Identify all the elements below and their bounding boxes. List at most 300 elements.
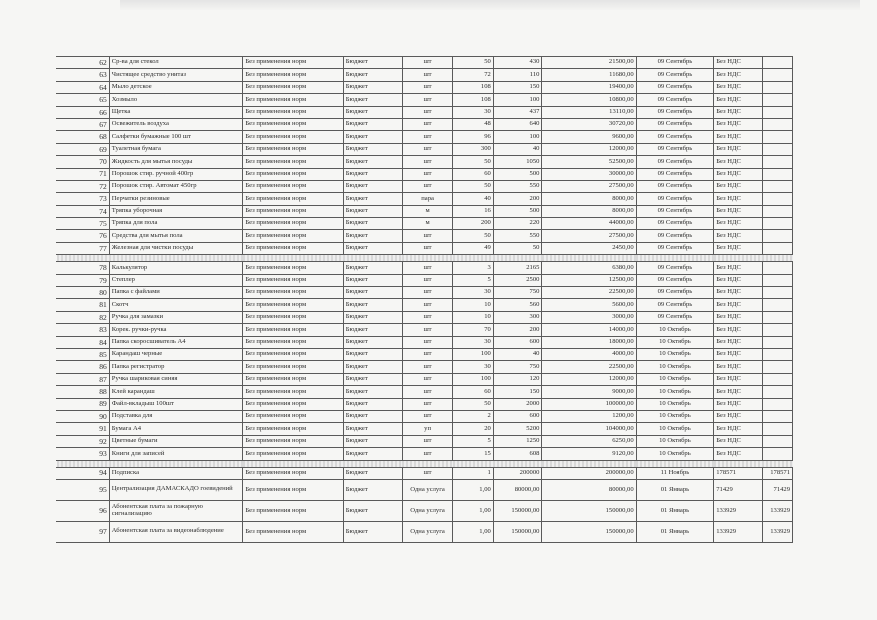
price-cell: 220	[493, 218, 542, 230]
section-divider	[57, 255, 793, 262]
unit-cell: шт	[402, 69, 453, 81]
item-name: Карандаш черные	[109, 348, 243, 360]
norm-cell: Без применения норм	[243, 299, 343, 311]
item-name: Порошок стир. ручной 400гр	[109, 168, 243, 180]
sum-cell: 2450,00	[542, 242, 636, 254]
unit-cell: пара	[402, 193, 453, 205]
date-cell: 09 Сентябрь	[636, 180, 714, 192]
norm-cell: Без применения норм	[243, 324, 343, 336]
price-cell: 500	[493, 168, 542, 180]
vat-cell: Без НДС	[714, 143, 763, 155]
section-divider	[57, 460, 793, 467]
source-cell: Бюджет	[343, 156, 402, 168]
row-number: 97	[57, 521, 110, 542]
sum-cell: 9120,00	[542, 448, 636, 460]
source-cell: Бюджет	[343, 479, 402, 500]
date-cell: 01 Январь	[636, 500, 714, 521]
table-row	[57, 398, 793, 410]
price-cell: 600	[493, 336, 542, 348]
table-row	[57, 348, 793, 360]
extra-cell	[762, 193, 792, 205]
quantity-cell: 108	[453, 81, 493, 93]
price-cell: 150000,00	[493, 521, 542, 542]
unit-cell: шт	[402, 435, 453, 447]
item-name: Железная для чистки посуды	[109, 242, 243, 254]
row-number: 74	[57, 205, 110, 217]
row-number: 73	[57, 193, 110, 205]
extra-cell	[762, 311, 792, 323]
norm-cell: Без применения норм	[243, 143, 343, 155]
quantity-cell: 10	[453, 299, 493, 311]
vat-cell: Без НДС	[714, 131, 763, 143]
quantity-cell: 60	[453, 168, 493, 180]
extra-cell: 71429	[762, 479, 792, 500]
sum-cell: 1200,00	[542, 410, 636, 422]
quantity-cell: 30	[453, 336, 493, 348]
extra-cell	[762, 423, 792, 435]
quantity-cell: 30	[453, 106, 493, 118]
vat-cell: Без НДС	[714, 348, 763, 360]
price-cell: 150	[493, 81, 542, 93]
date-cell: 10 Октябрь	[636, 336, 714, 348]
quantity-cell: 50	[453, 180, 493, 192]
source-cell: Бюджет	[343, 435, 402, 447]
norm-cell: Без применения норм	[243, 205, 343, 217]
unit-cell: шт	[402, 156, 453, 168]
item-name: Цветные бумаги	[109, 435, 243, 447]
sum-cell: 6380,00	[542, 262, 636, 274]
unit-cell: шт	[402, 386, 453, 398]
row-number: 63	[57, 69, 110, 81]
source-cell: Бюджет	[343, 81, 402, 93]
norm-cell: Без применения норм	[243, 274, 343, 286]
table-row	[57, 521, 793, 542]
quantity-cell: 50	[453, 230, 493, 242]
price-cell: 40	[493, 143, 542, 155]
table-row	[57, 448, 793, 460]
unit-cell: шт	[402, 168, 453, 180]
unit-cell: уп	[402, 423, 453, 435]
quantity-cell: 2	[453, 410, 493, 422]
row-number: 81	[57, 299, 110, 311]
norm-cell: Без применения норм	[243, 218, 343, 230]
unit-cell: м	[402, 205, 453, 217]
norm-cell: Без применения норм	[243, 398, 343, 410]
date-cell: 09 Сентябрь	[636, 69, 714, 81]
row-number: 68	[57, 131, 110, 143]
sum-cell: 11680,00	[542, 69, 636, 81]
row-number: 89	[57, 398, 110, 410]
source-cell: Бюджет	[343, 180, 402, 192]
source-cell: Бюджет	[343, 398, 402, 410]
price-cell: 750	[493, 287, 542, 299]
norm-cell: Без применения норм	[243, 57, 343, 69]
table-row	[57, 242, 793, 254]
extra-cell	[762, 410, 792, 422]
norm-cell: Без применения норм	[243, 348, 343, 360]
row-number: 66	[57, 106, 110, 118]
extra-cell	[762, 69, 792, 81]
item-name: Подписка	[109, 467, 243, 479]
date-cell: 09 Сентябрь	[636, 57, 714, 69]
price-cell: 40	[493, 348, 542, 360]
extra-cell	[762, 131, 792, 143]
sum-cell: 52500,00	[542, 156, 636, 168]
source-cell: Бюджет	[343, 448, 402, 460]
price-cell: 750	[493, 361, 542, 373]
table-row	[57, 274, 793, 286]
price-cell: 50	[493, 242, 542, 254]
norm-cell: Без применения норм	[243, 180, 343, 192]
item-name: Средства для мытья пола	[109, 230, 243, 242]
extra-cell	[762, 242, 792, 254]
quantity-cell: 96	[453, 131, 493, 143]
extra-cell: 178571	[762, 467, 792, 479]
table-row	[57, 324, 793, 336]
source-cell: Бюджет	[343, 299, 402, 311]
norm-cell: Без применения норм	[243, 193, 343, 205]
date-cell: 09 Сентябрь	[636, 311, 714, 323]
item-name: Калькулятор	[109, 262, 243, 274]
price-cell: 100	[493, 94, 542, 106]
sum-cell: 44000,00	[542, 218, 636, 230]
table-row	[57, 143, 793, 155]
date-cell: 10 Октябрь	[636, 435, 714, 447]
item-name: Подставка для	[109, 410, 243, 422]
extra-cell	[762, 218, 792, 230]
item-name: Чистящее средство унитаз	[109, 69, 243, 81]
sum-cell: 21500,00	[542, 57, 636, 69]
table-row	[57, 131, 793, 143]
row-number: 75	[57, 218, 110, 230]
source-cell: Бюджет	[343, 205, 402, 217]
unit-cell: шт	[402, 274, 453, 286]
vat-cell: Без НДС	[714, 299, 763, 311]
row-number: 72	[57, 180, 110, 192]
row-number: 88	[57, 386, 110, 398]
item-name: Папка скоросшиватель А4	[109, 336, 243, 348]
date-cell: 09 Сентябрь	[636, 193, 714, 205]
vat-cell: Без НДС	[714, 435, 763, 447]
vat-cell: Без НДС	[714, 218, 763, 230]
vat-cell: Без НДС	[714, 106, 763, 118]
item-name: Мыло детское	[109, 81, 243, 93]
unit-cell: шт	[402, 118, 453, 130]
unit-cell: шт	[402, 324, 453, 336]
unit-cell: шт	[402, 143, 453, 155]
price-cell: 120	[493, 373, 542, 385]
norm-cell: Без применения норм	[243, 69, 343, 81]
table-row	[57, 94, 793, 106]
row-number: 76	[57, 230, 110, 242]
vat-cell: Без НДС	[714, 69, 763, 81]
vat-cell: Без НДС	[714, 336, 763, 348]
vat-cell: Без НДС	[714, 118, 763, 130]
norm-cell: Без применения норм	[243, 106, 343, 118]
table-row	[57, 479, 793, 500]
table-row	[57, 118, 793, 130]
sum-cell: 4000,00	[542, 348, 636, 360]
norm-cell: Без применения норм	[243, 81, 343, 93]
sum-cell: 8000,00	[542, 193, 636, 205]
sum-cell: 5600,00	[542, 299, 636, 311]
source-cell: Бюджет	[343, 336, 402, 348]
unit-cell: шт	[402, 94, 453, 106]
row-number: 84	[57, 336, 110, 348]
row-number: 93	[57, 448, 110, 460]
procurement-table	[56, 56, 793, 543]
date-cell: 10 Октябрь	[636, 448, 714, 460]
table-row	[57, 57, 793, 69]
norm-cell: Без применения норм	[243, 500, 343, 521]
vat-cell: 133929	[714, 500, 763, 521]
vat-cell: Без НДС	[714, 448, 763, 460]
norm-cell: Без применения норм	[243, 479, 343, 500]
item-name: Книги для записей	[109, 448, 243, 460]
extra-cell	[762, 205, 792, 217]
source-cell: Бюджет	[343, 193, 402, 205]
norm-cell: Без применения норм	[243, 262, 343, 274]
date-cell: 09 Сентябрь	[636, 274, 714, 286]
date-cell: 01 Январь	[636, 521, 714, 542]
date-cell: 09 Сентябрь	[636, 156, 714, 168]
quantity-cell: 3	[453, 262, 493, 274]
vat-cell: Без НДС	[714, 168, 763, 180]
item-name: Ср-ва для стекол	[109, 57, 243, 69]
unit-cell: шт	[402, 311, 453, 323]
date-cell: 10 Октябрь	[636, 324, 714, 336]
price-cell: 300	[493, 311, 542, 323]
date-cell: 10 Октябрь	[636, 386, 714, 398]
vat-cell: Без НДС	[714, 361, 763, 373]
source-cell: Бюджет	[343, 94, 402, 106]
price-cell: 200000	[493, 467, 542, 479]
price-cell: 608	[493, 448, 542, 460]
norm-cell: Без применения норм	[243, 386, 343, 398]
source-cell: Бюджет	[343, 262, 402, 274]
quantity-cell: 20	[453, 423, 493, 435]
unit-cell: шт	[402, 467, 453, 479]
vat-cell: Без НДС	[714, 386, 763, 398]
source-cell: Бюджет	[343, 410, 402, 422]
item-name: Салфетки бумажные 100 шт	[109, 131, 243, 143]
extra-cell	[762, 398, 792, 410]
vat-cell: Без НДС	[714, 398, 763, 410]
date-cell: 09 Сентябрь	[636, 205, 714, 217]
table-row	[57, 205, 793, 217]
sum-cell: 3000,00	[542, 311, 636, 323]
item-name: Ручка шариковая синяя	[109, 373, 243, 385]
sum-cell: 19400,00	[542, 81, 636, 93]
norm-cell: Без применения норм	[243, 94, 343, 106]
date-cell: 09 Сентябрь	[636, 299, 714, 311]
date-cell: 10 Октябрь	[636, 348, 714, 360]
sum-cell: 30000,00	[542, 168, 636, 180]
source-cell: Бюджет	[343, 168, 402, 180]
sum-cell: 104000,00	[542, 423, 636, 435]
norm-cell: Без применения норм	[243, 311, 343, 323]
unit-cell: шт	[402, 262, 453, 274]
quantity-cell: 30	[453, 287, 493, 299]
vat-cell: Без НДС	[714, 311, 763, 323]
source-cell: Бюджет	[343, 230, 402, 242]
sum-cell: 30720,00	[542, 118, 636, 130]
date-cell: 09 Сентябрь	[636, 131, 714, 143]
table-row	[57, 262, 793, 274]
item-name: Порошок стир. Автомат 450гр	[109, 180, 243, 192]
table-row	[57, 218, 793, 230]
item-name: Щетка	[109, 106, 243, 118]
item-name: Клей карандаш	[109, 386, 243, 398]
row-number: 82	[57, 311, 110, 323]
sum-cell: 10800,00	[542, 94, 636, 106]
quantity-cell: 70	[453, 324, 493, 336]
norm-cell: Без применения норм	[243, 373, 343, 385]
sum-cell: 8000,00	[542, 205, 636, 217]
price-cell: 2165	[493, 262, 542, 274]
unit-cell: шт	[402, 106, 453, 118]
vat-cell: Без НДС	[714, 81, 763, 93]
vat-cell: Без НДС	[714, 230, 763, 242]
vat-cell: Без НДС	[714, 262, 763, 274]
sum-cell: 12000,00	[542, 143, 636, 155]
unit-cell: Одна услуга	[402, 479, 453, 500]
price-cell: 430	[493, 57, 542, 69]
extra-cell	[762, 299, 792, 311]
unit-cell: шт	[402, 57, 453, 69]
quantity-cell: 50	[453, 156, 493, 168]
source-cell: Бюджет	[343, 274, 402, 286]
quantity-cell: 40	[453, 193, 493, 205]
vat-cell: Без НДС	[714, 242, 763, 254]
price-cell: 150000,00	[493, 500, 542, 521]
norm-cell: Без применения норм	[243, 521, 343, 542]
table-row	[57, 156, 793, 168]
norm-cell: Без применения норм	[243, 435, 343, 447]
quantity-cell: 100	[453, 373, 493, 385]
sum-cell: 27500,00	[542, 230, 636, 242]
item-name: Корек. ручки-ручка	[109, 324, 243, 336]
table-row	[57, 193, 793, 205]
sum-cell: 9000,00	[542, 386, 636, 398]
item-name: Туалетная бумага	[109, 143, 243, 155]
vat-cell: Без НДС	[714, 94, 763, 106]
row-number: 83	[57, 324, 110, 336]
source-cell: Бюджет	[343, 500, 402, 521]
norm-cell: Без применения норм	[243, 118, 343, 130]
price-cell: 550	[493, 180, 542, 192]
source-cell: Бюджет	[343, 311, 402, 323]
norm-cell: Без применения норм	[243, 131, 343, 143]
date-cell: 09 Сентябрь	[636, 218, 714, 230]
vat-cell: Без НДС	[714, 410, 763, 422]
price-cell: 2000	[493, 398, 542, 410]
sum-cell: 22500,00	[542, 361, 636, 373]
row-number: 86	[57, 361, 110, 373]
row-number: 95	[57, 479, 110, 500]
source-cell: Бюджет	[343, 218, 402, 230]
date-cell: 10 Октябрь	[636, 410, 714, 422]
table-row	[57, 500, 793, 521]
date-cell: 09 Сентябрь	[636, 168, 714, 180]
quantity-cell: 72	[453, 69, 493, 81]
unit-cell: шт	[402, 131, 453, 143]
quantity-cell: 1,00	[453, 521, 493, 542]
extra-cell	[762, 57, 792, 69]
unit-cell: Одна услуга	[402, 500, 453, 521]
unit-cell: шт	[402, 410, 453, 422]
extra-cell	[762, 106, 792, 118]
table-row	[57, 168, 793, 180]
table-row	[57, 81, 793, 93]
date-cell: 09 Сентябрь	[636, 143, 714, 155]
row-number: 67	[57, 118, 110, 130]
vat-cell: Без НДС	[714, 274, 763, 286]
quantity-cell: 1,00	[453, 479, 493, 500]
row-number: 62	[57, 57, 110, 69]
quantity-cell: 10	[453, 311, 493, 323]
quantity-cell: 30	[453, 361, 493, 373]
source-cell: Бюджет	[343, 287, 402, 299]
item-name: Папка с файлами	[109, 287, 243, 299]
unit-cell: шт	[402, 448, 453, 460]
date-cell: 01 Январь	[636, 479, 714, 500]
quantity-cell: 1	[453, 467, 493, 479]
table-row	[57, 287, 793, 299]
sum-cell: 9600,00	[542, 131, 636, 143]
vat-cell: Без НДС	[714, 423, 763, 435]
norm-cell: Без применения норм	[243, 156, 343, 168]
source-cell: Бюджет	[343, 373, 402, 385]
sum-cell: 12500,00	[542, 274, 636, 286]
table-row	[57, 373, 793, 385]
row-number: 87	[57, 373, 110, 385]
table-row	[57, 180, 793, 192]
extra-cell	[762, 156, 792, 168]
sum-cell: 27500,00	[542, 180, 636, 192]
item-name: Централизация ДАМАСКАДО гоевидений	[109, 479, 243, 500]
unit-cell: шт	[402, 361, 453, 373]
table-row	[57, 410, 793, 422]
table-row	[57, 386, 793, 398]
price-cell: 560	[493, 299, 542, 311]
quantity-cell: 15	[453, 448, 493, 460]
table-row	[57, 311, 793, 323]
vat-cell: 133929	[714, 521, 763, 542]
price-cell: 1250	[493, 435, 542, 447]
table-row	[57, 435, 793, 447]
norm-cell: Без применения норм	[243, 230, 343, 242]
unit-cell: шт	[402, 230, 453, 242]
source-cell: Бюджет	[343, 106, 402, 118]
vat-cell: Без НДС	[714, 57, 763, 69]
row-number: 91	[57, 423, 110, 435]
price-cell: 2500	[493, 274, 542, 286]
extra-cell	[762, 274, 792, 286]
quantity-cell: 60	[453, 386, 493, 398]
quantity-cell: 200	[453, 218, 493, 230]
price-cell: 5200	[493, 423, 542, 435]
source-cell: Бюджет	[343, 324, 402, 336]
item-name: Освежитель воздуха	[109, 118, 243, 130]
date-cell: 09 Сентябрь	[636, 81, 714, 93]
price-cell: 100	[493, 131, 542, 143]
scan-shadow-strip	[120, 0, 860, 10]
price-cell: 200	[493, 193, 542, 205]
table-row	[57, 230, 793, 242]
price-cell: 640	[493, 118, 542, 130]
quantity-cell: 49	[453, 242, 493, 254]
